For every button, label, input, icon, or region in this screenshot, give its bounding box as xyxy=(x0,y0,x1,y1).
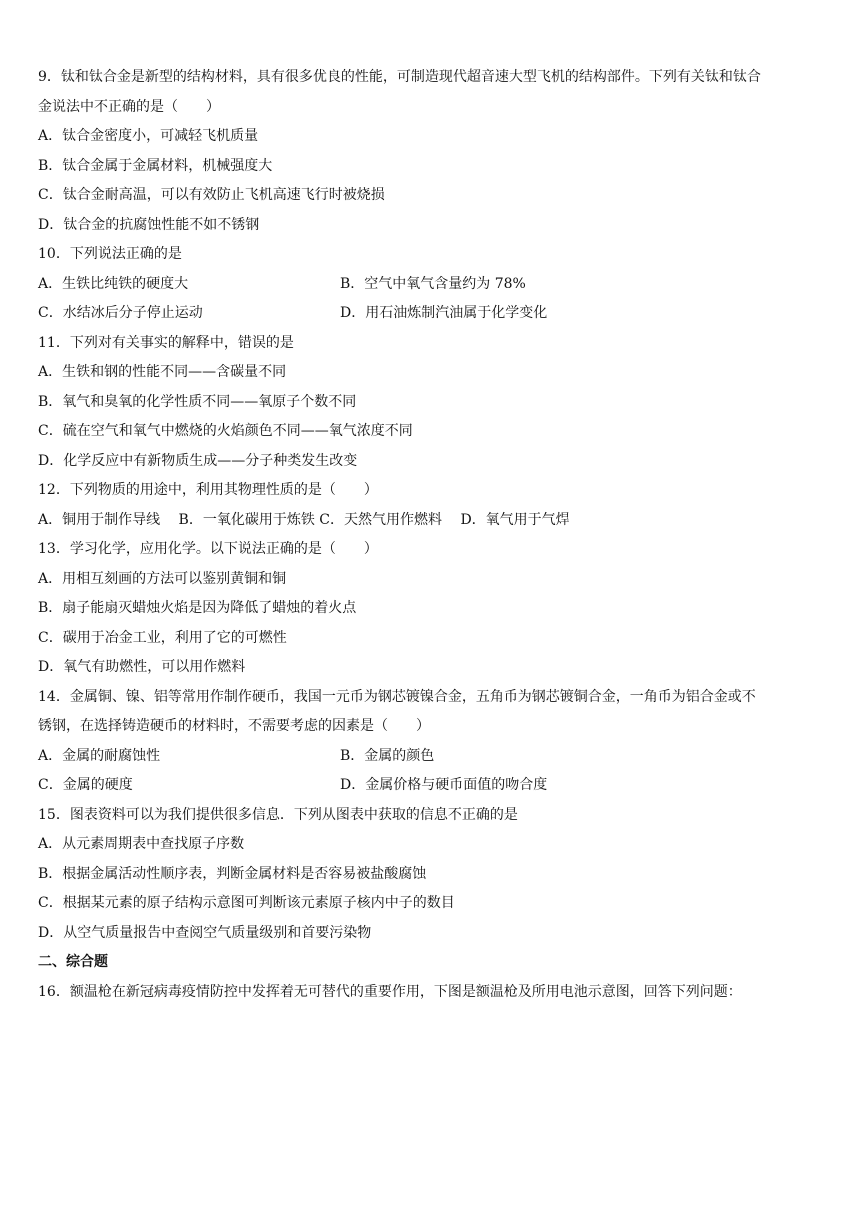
q14-stem-line2: 锈钢，在选择铸造硬币的材料时，不需要考虑的因素是（ ） xyxy=(38,718,430,734)
q14-options-row2 xyxy=(38,775,548,795)
q14-option-c: C．金属的硬度 xyxy=(38,777,133,793)
q10-options-row1 xyxy=(38,274,526,294)
q14-option-a: A．金属的耐腐蚀性 xyxy=(38,748,161,764)
q11-option-a: A．生铁和钢的性能不同——含碳量不同 xyxy=(38,364,287,380)
q15-stem: 15．图表资料可以为我们提供很多信息．下列从图表中获取的信息不正确的是 xyxy=(38,807,518,823)
q16-stem: 16．额温枪在新冠病毒疫情防控中发挥着无可替代的重要作用，下图是额温枪及所用电池示意图，回答下列问题： xyxy=(38,984,742,1000)
q11-option-d: D．化学反应中有新物质生成——分子种类发生改变 xyxy=(38,453,358,469)
q10-option-d: D．用石油炼制汽油属于化学变化 xyxy=(340,305,548,321)
q13-option-b: B．扇子能扇灭蜡烛火焰是因为降低了蜡烛的着火点 xyxy=(38,600,357,616)
q9-option-c: C．钛合金耐高温，可以有效防止飞机高速飞行时被烧损 xyxy=(38,187,385,203)
q15-option-b: B．根据金属活动性顺序表，判断金属材料是否容易被盐酸腐蚀 xyxy=(38,866,427,882)
q13-option-d: D．氧气有助燃性，可以用作燃料 xyxy=(38,659,246,675)
q14-option-d: D．金属价格与硬币面值的吻合度 xyxy=(340,777,548,793)
q15-option-c: C．根据某元素的原子结构示意图可判断该元素原子核内中子的数目 xyxy=(38,895,455,911)
q11-option-b: B．氧气和臭氧的化学性质不同——氧原子个数不同 xyxy=(38,394,357,410)
q15-option-a: A．从元素周期表中查找原子序数 xyxy=(38,836,245,852)
q10-option-c: C．水结冰后分子停止运动 xyxy=(38,305,203,321)
q15-option-d: D．从空气质量报告中查阅空气质量级别和首要污染物 xyxy=(38,925,372,941)
q12-stem: 12．下列物质的用途中，利用其物理性质的是（ ） xyxy=(38,482,378,498)
q14-option-b: B．金属的颜色 xyxy=(340,748,435,764)
section-title: 二、综合题 xyxy=(38,954,108,970)
q9-option-d: D．钛合金的抗腐蚀性能不如不锈钢 xyxy=(38,217,260,233)
q9-stem-line1: 9．钛和钛合金是新型的结构材料，具有很多优良的性能，可制造现代超音速大型飞机的结构部件。下列有关钛和钛合 xyxy=(38,69,761,85)
q9-option-b: B．钛合金属于金属材料，机械强度大 xyxy=(38,158,273,174)
q11-option-c: C．硫在空气和氧气中燃烧的火焰颜色不同——氧气浓度不同 xyxy=(38,423,413,439)
q14-stem-line1: 14．金属铜、镍、铝等常用作制作硬币，我国一元币为钢芯镀镍合金，五角币为钢芯镀铜合金，一角币为铝合金或不 xyxy=(38,689,756,705)
q13-option-c: C．碳用于冶金工业，利用了它的可燃性 xyxy=(38,630,287,646)
q9-option-a: A．钛合金密度小，可减轻飞机质量 xyxy=(38,128,259,144)
q9-stem-line2: 金说法中不正确的是（ ） xyxy=(38,99,220,115)
q13-option-a: A．用相互刻画的方法可以鉴别黄铜和铜 xyxy=(38,571,287,587)
q10-option-a: A．生铁比纯铁的硬度大 xyxy=(38,276,189,292)
q14-options-row1 xyxy=(38,746,435,766)
q13-stem: 13．学习化学，应用化学。以下说法正确的是（ ） xyxy=(38,541,378,557)
q10-stem: 10．下列说法正确的是 xyxy=(38,246,182,262)
q10-option-b: B．空气中氧气含量约为 78% xyxy=(340,276,526,292)
q10-options-row2 xyxy=(38,303,548,323)
q11-stem: 11．下列对有关事实的解释中，错误的是 xyxy=(38,335,294,351)
q12-options: A．铜用于制作导线 B．一氧化碳用于炼铁 C．天然气用作燃料 D．氧气用于气焊 xyxy=(38,512,570,528)
